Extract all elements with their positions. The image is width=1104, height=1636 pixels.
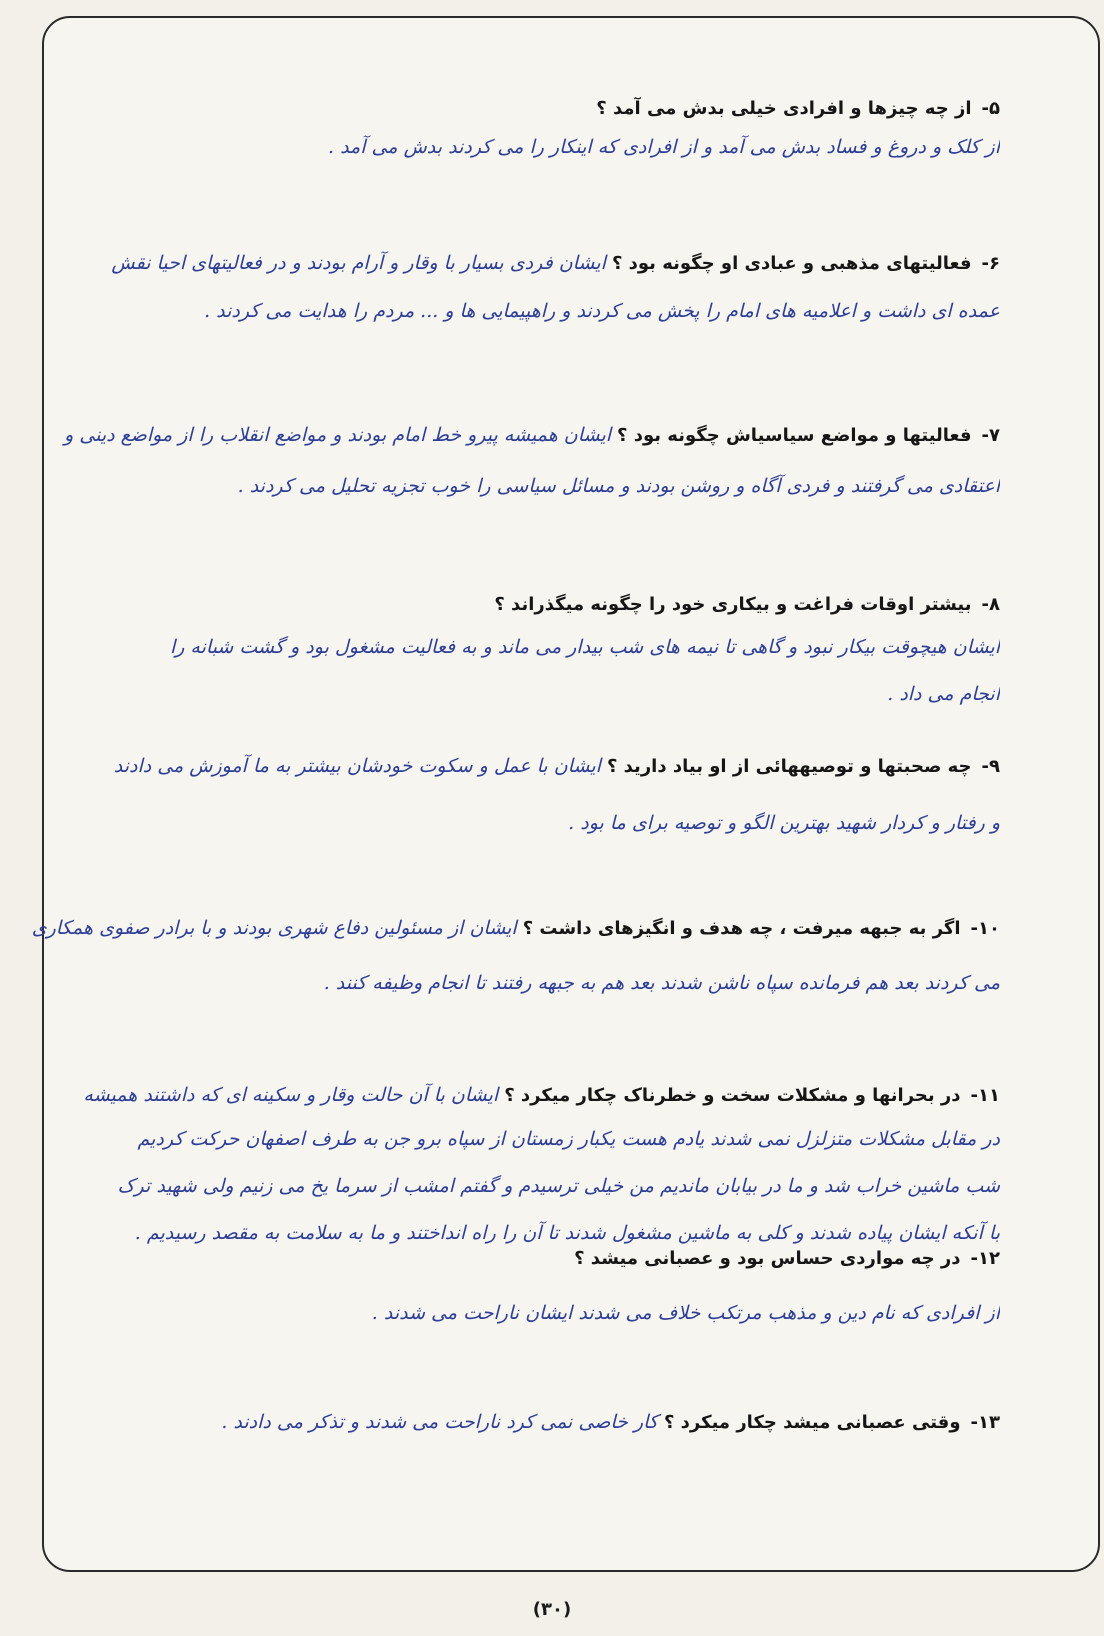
answer-7 bbox=[80, 463, 1000, 510]
question-text: در بحرانها و مشکلات سخت و خطرناک چکار میکرد ؟ bbox=[504, 1085, 961, 1106]
answer-line: می کردند بعد هم فرمانده سپاه ناشن شدند بعد هم به جبهه رفتند تا انجام وظیفه کنند . bbox=[323, 972, 1000, 994]
answer-line: شب ماشین خراب شد و ما در بیابان ماندیم من خیلی ترسیدم و گفتم امشب از سرما یخ می زنیم ولی شهید ترک bbox=[117, 1175, 1000, 1197]
question-text: از چه چیزها و افرادی خیلی بدش می آمد ؟ bbox=[596, 98, 972, 119]
question-number: ۱۲- bbox=[970, 1248, 1000, 1269]
question-number: ۱۱- bbox=[970, 1085, 1000, 1106]
handwritten-answer: ایشان از مسئولین دفاع شهری بودند و با برادر صفوی همکاری bbox=[31, 917, 517, 939]
handwritten-answer: کار خاصی نمی کرد ناراحت می شدند و تذکر می دادند . bbox=[221, 1411, 658, 1433]
question-13 bbox=[221, 1411, 1000, 1433]
answer-line: در مقابل مشکلات متزلزل نمی شدند یادم هست یکبار زمستان از سپاه برو جن به طرف اصفهان حرکت کردیم bbox=[137, 1128, 1000, 1150]
page-border bbox=[42, 16, 1100, 1572]
handwritten-answer: ایشان با آن حالت وقار و سکینه ای که داشتند همیشه bbox=[83, 1084, 499, 1106]
answer-10 bbox=[80, 960, 1000, 1007]
answer-line: ایشان هیچوقت بیکار نبود و گاهی تا نیمه های شب بیدار می ماند و به فعالیت مشغول بود و گشت شبانه را bbox=[169, 636, 1000, 658]
question-number: ۱۰- bbox=[970, 918, 1000, 939]
question-5 bbox=[590, 97, 1000, 119]
handwritten-answer: ایشان فردی بسیار با وقار و آرام بودند و در فعالیتهای احیا نقش bbox=[111, 252, 606, 274]
answer-9 bbox=[80, 800, 1000, 847]
question-text: چه صحبتها و توصیههائی از او بیاد دارید ؟ bbox=[606, 756, 972, 777]
answer-line: از افرادی که نام دین و مذهب مرتکب خلاف می شدند ایشان ناراحت می شدند . bbox=[371, 1302, 1000, 1324]
question-8 bbox=[488, 593, 1000, 615]
question-number: ۱۳- bbox=[970, 1412, 1000, 1433]
question-6 bbox=[111, 252, 1000, 274]
question-text: فعالیتها و مواضع سیاسیاش چگونه بود ؟ bbox=[617, 425, 972, 446]
question-text: اگر به جبهه میرفت ، چه هدف و انگیزهای داشت ؟ bbox=[522, 918, 961, 939]
page-number: (۳۰) bbox=[532, 1599, 572, 1620]
answer-5 bbox=[80, 124, 1000, 171]
question-text: فعالیتهای مذهبی و عبادی او چگونه بود ؟ bbox=[611, 253, 972, 274]
answer-line: عمده ای داشت و اعلامیه های امام را پخش می کردند و راهپیمایی ها و ... مردم را هدایت می کردند . bbox=[204, 300, 1000, 322]
answer-line: اعتقادی می گرفتند و فردی آگاه و روشن بودند و مسائل سیاسی را خوب تجزیه تحلیل می کردند . bbox=[237, 475, 1000, 497]
answer-line: از کلک و دروغ و فساد بدش می آمد و از افرادی که اینکار را می کردند بدش می آمد . bbox=[328, 136, 1000, 158]
answer-line: و رفتار و کردار شهید بهترین الگو و توصیه برای ما بود . bbox=[568, 812, 1000, 834]
answer-11 bbox=[80, 1116, 1000, 1257]
handwritten-answer: ایشان همیشه پیرو خط امام بودند و مواضع انقلاب را از مواضع دینی و bbox=[64, 424, 612, 446]
question-11 bbox=[83, 1084, 1000, 1106]
handwritten-answer: ایشان با عمل و سکوت خودشان بیشتر به ما آموزش می دادند bbox=[113, 755, 601, 777]
question-10 bbox=[32, 917, 1000, 939]
question-number: ۷- bbox=[981, 425, 1000, 446]
question-7 bbox=[64, 424, 1000, 446]
question-12 bbox=[568, 1247, 1000, 1269]
answer-6 bbox=[80, 288, 1000, 335]
question-number: ۹- bbox=[981, 756, 1000, 777]
question-text: وقتی عصبانی میشد چکار میکرد ؟ bbox=[663, 1412, 961, 1433]
question-number: ۶- bbox=[981, 253, 1000, 274]
answer-line: انجام می داد . bbox=[887, 683, 1000, 705]
question-text: در چه مواردی حساس بود و عصبانی میشد ؟ bbox=[574, 1248, 961, 1269]
answer-line: با آنکه ایشان پیاده شدند و کلی به ماشین مشغول شدند تا آن را راه انداختند و ما به سلامت به مقصد رسیدیم . bbox=[134, 1222, 1000, 1244]
question-9 bbox=[114, 755, 1000, 777]
question-number: ۸- bbox=[981, 594, 1000, 615]
question-text: بیشتر اوقات فراغت و بیکاری خود را چگونه میگذراند ؟ bbox=[494, 594, 972, 615]
answer-12 bbox=[80, 1290, 1000, 1337]
answer-8 bbox=[80, 624, 1000, 718]
question-number: ۵- bbox=[981, 98, 1000, 119]
